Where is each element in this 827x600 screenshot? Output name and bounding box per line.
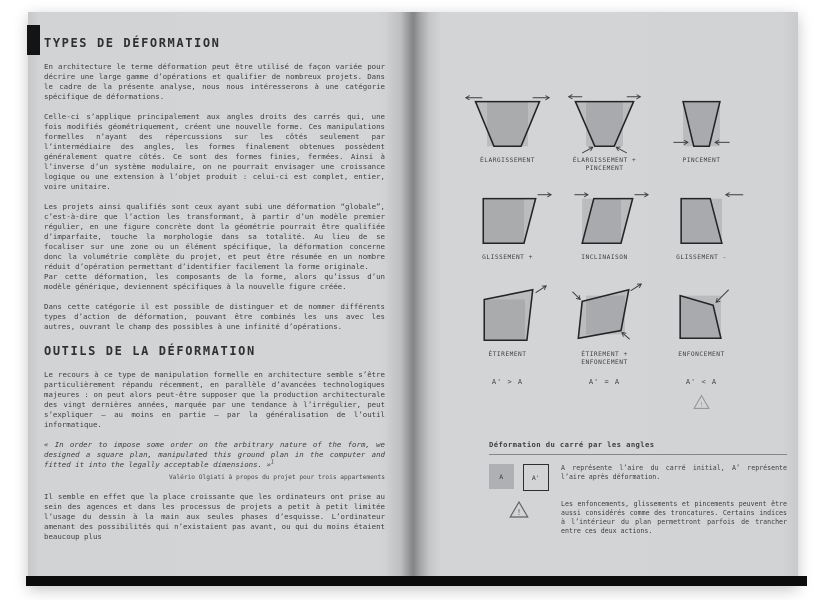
legend-text-warning: Les enfoncements, glissements et pincements peuvent être aussi considérés comme des troncatures. Certains indices à l’intérieur du plan permettront parfois de trancher entre ces deux actions. [561,500,787,535]
comparison-larger: A' > A [491,378,524,386]
section-heading-types: TYPES DE DÉFORMATION [44,36,221,50]
diagram-label: PINCEMENT [682,157,721,164]
diagram-figure-slot [556,282,653,348]
diagram-label: ÉTIREMENT [488,351,527,358]
diagram-figure-slot [556,185,653,251]
figure-elargissement-pincement [556,88,653,154]
diagram-label: ENFONCEMENT [678,351,725,358]
paragraph-globale: Les projets ainsi qualifiés sont ceux ayant subi une déformation “globale”, c’est-à-dire que l’action les transformant, à partir d’un modèle premier régulier, en une figure concrète dont la géométrie pourrait être qualifiée d’imparfaite, touche la morphologie dans sa totalité. Au lieu de se focaliser sur une zone ou un élément spécifique, la déformation concerne donc la volumétrie complète du projet, et peut être résumée en un nombre réduit d’opération permettant d’identifier facilement la forme originale. [44,202,385,271]
chapter-tab-marker [27,25,40,55]
warning-triangle-icon [509,500,529,519]
diagram-figure-slot [653,282,750,348]
legend-block [489,440,787,536]
diagram-figure-slot [556,88,653,154]
diagram-label: INCLINAISON [581,254,628,261]
diagram-etirement [459,282,556,366]
diagram-label: GLISSEMENT + [482,254,533,261]
diagram-glissement-plus [459,185,556,269]
paragraph-angles: Celle-ci s’applique principalement aux angles droits des carrés qui, une fois modifiés géométriquement, créent une nouvelle forme. Ces manipulations formelles n’ayant des répercussions sur les côtés seulement par l’intermédiaire des angles, les formes finalement obtenues possèdent généralement quatre côtés. Ce sont des formes finies, fermées. Ainsi à l’inverse d’un système modulaire, on ne pourrait envisager une croissance logique ou une extension à l’objet produit : celui-ci est complet, entier, voire unitaire. [44,112,385,191]
figure-pincement [653,88,750,154]
area-comparison-row [459,378,750,414]
warning-triangle-icon [693,394,710,410]
left-page-text-column [44,36,385,542]
diagram-figure-slot [653,88,750,154]
figure-glissement-moins [653,185,750,251]
quote-attribution: Valério Olgiati à propos du projet pour trois appartements [168,474,385,481]
figure-elargissement [459,88,556,154]
paragraph-categorie: Dans cette catégorie il est possible de distinguer et de nommer différents types d’action de déformation, pouvant être combinés les uns avec les autres, ouvrant le champ des possibles à une infinité d’opérations. [44,302,385,331]
section-heading-outils: OUTILS DE LA DÉFORMATION [44,344,256,358]
paragraph-intro: En architecture le terme déformation peut être utilisé de façon variée pour décrire une large gamme d’opérations et qualifier de nombreux projets. Dans le cadre de la présente analyse, nous nous intéresserons à une catégorie spécifique de déformations. [44,62,385,101]
book-cover-edge [26,576,807,586]
svg-text:!: ! [516,507,522,517]
diagram-label: ÉLARGISSEMENT [480,157,535,164]
paragraph-composants: Par cette déformation, les composants de la forme, alors qu’issus d’un modèle générique, deviennent spécifiques à la nouvelle figure créée. [44,272,385,291]
comparison-equal: A' = A [588,378,621,386]
diagram-figure-slot [459,282,556,348]
figure-glissement-plus [459,185,556,251]
legend-title: Déformation du carré par les angles [489,440,655,449]
footnote-marker: 1 [270,459,274,466]
diagram-figure-slot [459,88,556,154]
diagram-elargissement-pincement [556,88,653,172]
diagram-label: ÉLARGISSEMENT + PINCEMENT [572,157,637,172]
diagram-pincement [653,88,750,172]
figure-inclinaison [556,185,653,251]
quote-olgiati [44,440,385,470]
deformation-diagram-grid [459,88,750,366]
diagram-enfoncement [653,282,750,366]
diagram-label: GLISSEMENT - [676,254,727,261]
paragraph-ordinateurs: Il semble en effet que la place croissante que les ordinateurs ont prise au sein des agences et dans les processus de projets a petit à petit limitée l’usage du dessin à la main aux seules phases d’esquisse. L’ordinateur amenant des possibilités qui n’existaient pas avant, ou qui du moins étaient beaucoup plus [44,492,385,541]
swatch-area-a: A [489,464,514,489]
figure-enfoncement [653,282,750,348]
open-book [28,12,798,586]
diagram-label: ÉTIREMENT + ENFONCEMENT [581,351,628,366]
right-page [413,12,798,576]
quote-text: « In order to impose some order on the arbitrary nature of the form, we designed a square plan, manipulated this ground plan in the computer and fitted it into the legally acceptable dimensions. » [44,440,385,469]
diagram-figure-slot [459,185,556,251]
diagram-glissement-moins [653,185,750,269]
left-page [28,12,413,576]
diagram-inclinaison [556,185,653,269]
swatch-area-a-prime: A' [523,464,550,491]
diagram-elargissement [459,88,556,172]
paragraph-outils: Le recours à ce type de manipulation formelle en architecture semble s’être particulièrement répandu récemment, en parallèle d’avancées technologiques majeures : on peut alors peut-être supposer que la production architecturale des vingt dernières années, marquée par une tendance à l’irrégulier, peut s’expliquer – au moins en partie – par la généralisation de l’outil informatique. [44,370,385,429]
comparison-smaller: A' < A [685,378,718,386]
figure-etirement [459,282,556,348]
legend-divider [489,454,787,455]
figure-etirement-enfoncement [556,282,653,348]
diagram-figure-slot [653,185,750,251]
diagram-etirement-enfoncement [556,282,653,366]
svg-text:!: ! [699,400,704,409]
legend-text-areas: A représente l’aire du carré initial, A’ représente l’aire après déformation. [561,464,787,481]
